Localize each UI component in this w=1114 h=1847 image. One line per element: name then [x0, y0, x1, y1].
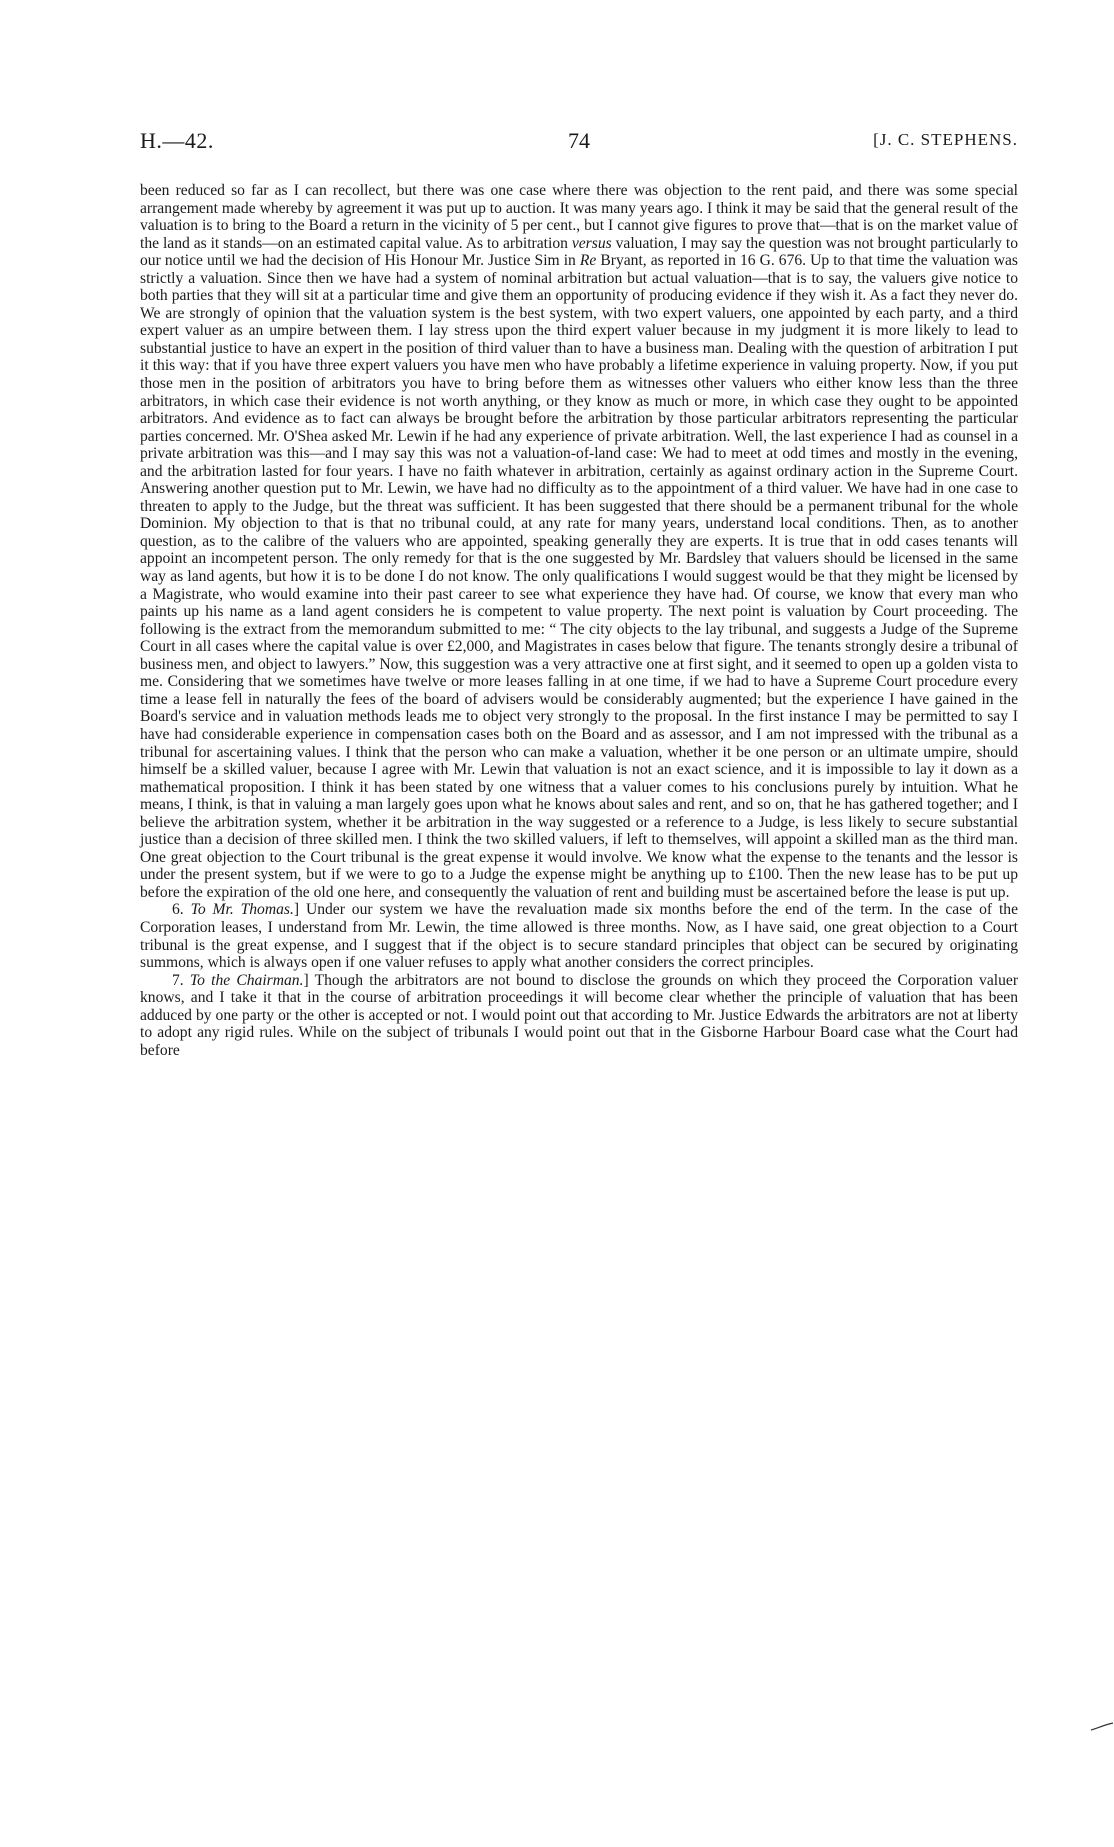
italic-text: versus [571, 234, 612, 252]
paragraph-text: 7. [172, 971, 190, 989]
italic-text: To Mr. Thomas. [190, 901, 294, 919]
paragraph-text: Bryant, as reported in 16 G. 676. Up to that time the valuation was strictly a valuation. Since then we have had a system of nominal arbitration but actual valuation—that is to say, the valuers give notice to both parties that they will sit at a particular time and give them an opportunity of producing evidence if they wish it. As a fact they never do. We are strongly of opinion that the valuation system is the best system, with two expert valuers, one appointed by each party, and a third expert valuer as an umpire between them. I lay stress upon the third expert valuer because in my judgment it is more likely to lead to substantial justice to have an expert in the position of third valuer than to have a business man. Dealing with the question of arbitration I put it this way: that if you have three expert valuers you have men who have probably a lifetime experience in valuing property. Now, if you put those men in the position of arbitrators you have to bring before them as witnesses other valuers who either know less than the three arbitrators, in which case their evidence is not worth anything, or they know as much or more, in which case they ought to be appointed arbitrators. And evidence as to fact can always be brought before the arbitration by those particular arbitrators representing the particular parties concerned. Mr. O'Shea asked Mr. Lewin if he had any experience of private arbitration. Well, the last experience I had as counsel in a private arbitration was this—and I may say this was not a valuation-of-land case: We had to meet at odd times and mostly in the evening, and the arbitration lasted for four years. I have no faith whatever in arbitration, certainly as against ordinary action in the Supreme Court. Answering another question put to Mr. Lewin, we have had no difficulty as to the appointment of a third valuer. We have had in one case to threaten to apply to the Judge, but the threat was sufficient. It has been suggested that there should be a permanent tribunal for the whole Dominion. My objection to that is that no tribunal could, at any rate for many years, understand local conditions. Then, as to another question, as to the calibre of the valuers who are appointed, speaking generally they are experts. It is true that in odd cases tenants will appoint an incompetent person. The only remedy for that is the one suggested by Mr. Bardsley that valuers should be licensed in the same way as land agents, but how it is to be done I do not know. The only qualifications I would suggest would be that they might be licensed by a Magistrate, who would examine into their past career to see what experience they have had. Of course, we know that every man who paints up his name as a land agent considers he is competent to value property. The next point is valuation by Court proceeding. The following is the extract from the memorandum submitted to me: “ The city objects to the lay tribunal, and suggests a Judge of the Supreme Court in all cases where the capital value is over £2,000, and Magistrates in cases below that figure. The tenants strongly desire a tribunal of business men, and object to lawyers.” Now, this suggestion was a very attractive one at first sight, and it seemed to open up a golden vista to me. Considering that we sometimes have twelve or more leases falling in at one time, if we had to have a Supreme Court procedure every time a lease fell in naturally the fees of the board of advisers would be considerably augmented; but the experience I have gained in the Board's service and in valuation methods leads me to object very strongly to the proposal. In the first instance I may be permitted to say I have had considerable experience in compensation cases both on the Board and as assessor, and I am not impressed with the tribunal as a tribunal for ascertaining values. I think that the person who can make a valuation, whether it be one person or an ultimate umpire, should himself be a skilled valuer, because I agree with Mr. Lewin that valuation is not an exact science, and it is impossible to lay it down as a mathematical proposition. I think it has been stated by one witness that a valuer comes to his conclusions purely by intuition. What he means, I think, is that in valuing a man largely goes upon what he knows about sales and rent, and so on, that he has gathered together; and I believe the arbitration system, whether it be arbitration in the way suggested or a reference to a Judge, is less likely to secure substantial justice than a decision of three skilled men. I think the two skilled valuers, if left to themselves, will appoint a skilled man as the third man. One great objection to the Court tribunal is the great expense it would involve. We know what the expense to the tenants and the lessor is under the present system, but if we were to go to a Judge the expense might be anything up to £100. Then the new lease has to be put up before the expiration of the old one here, and consequently the valuation of rent and building must be ascertained before the lease is put up. [140, 252, 1018, 901]
document-page [140, 128, 1018, 1059]
document-reference: H.—42. [140, 128, 214, 153]
paragraph-text: ] Though the arbitrators are not bound to disclose the grounds on which they proceed the Corporation valuer knows, and I take it that in the course of arbitration proceedings it will become clear whether the principle of valuation that has been adduced by one party or the other is accepted or not. I would point out that according to Mr. Justice Edwards the arbitrators are not at liberty to adopt any rigid rules. While on the subject of tribunals I would point out that in the Gisborne Harbour Board case what the Court had before [140, 971, 1019, 1059]
margin-pen-mark [1090, 1722, 1114, 1732]
italic-text: Re [579, 252, 597, 270]
paragraph-6 [140, 901, 1018, 971]
paragraph-text: been reduced so far as I can recollect, but there was one case where there was objection to the rent paid, and there was some special arrangement made whereby by agreement it was put up to auction. It was many years ago. I think it may be said that the general result of the valuation is to bring to the Board a return in the vicinity of 5 per cent., but I cannot give figures to prove that—that is on the market value of the land as it stands—on an estimated capital value. As to arbitration [140, 182, 1018, 252]
italic-text: To the Chairman. [189, 971, 304, 989]
page-header [140, 128, 1018, 164]
paragraph-continuation [140, 182, 1018, 901]
paragraph-text: valuation, I may say the question was not brought particularly to our notice until we had the decision of His Honour Mr. Justice Sim in [140, 234, 1018, 270]
paragraph-text: ] Under our system we have the revaluation made six months before the end of the term. In the case of the Corporation leases, I understand from Mr. Lewin, the time allowed is three months. Now, as I have said, one great objection to a Court tribunal is the great expense, and I suggest that if the object is to secure standard principles that object can be secured by originating summons, which is always open if one valuer refuses to apply what another considers the correct principles. [140, 901, 1019, 972]
body-text [140, 182, 1018, 1059]
page-number: 74 [568, 128, 590, 153]
paragraph-text: 6. [172, 901, 191, 919]
witness-name: [J. C. STEPHENS. [873, 130, 1018, 149]
paragraph-7 [140, 972, 1018, 1060]
